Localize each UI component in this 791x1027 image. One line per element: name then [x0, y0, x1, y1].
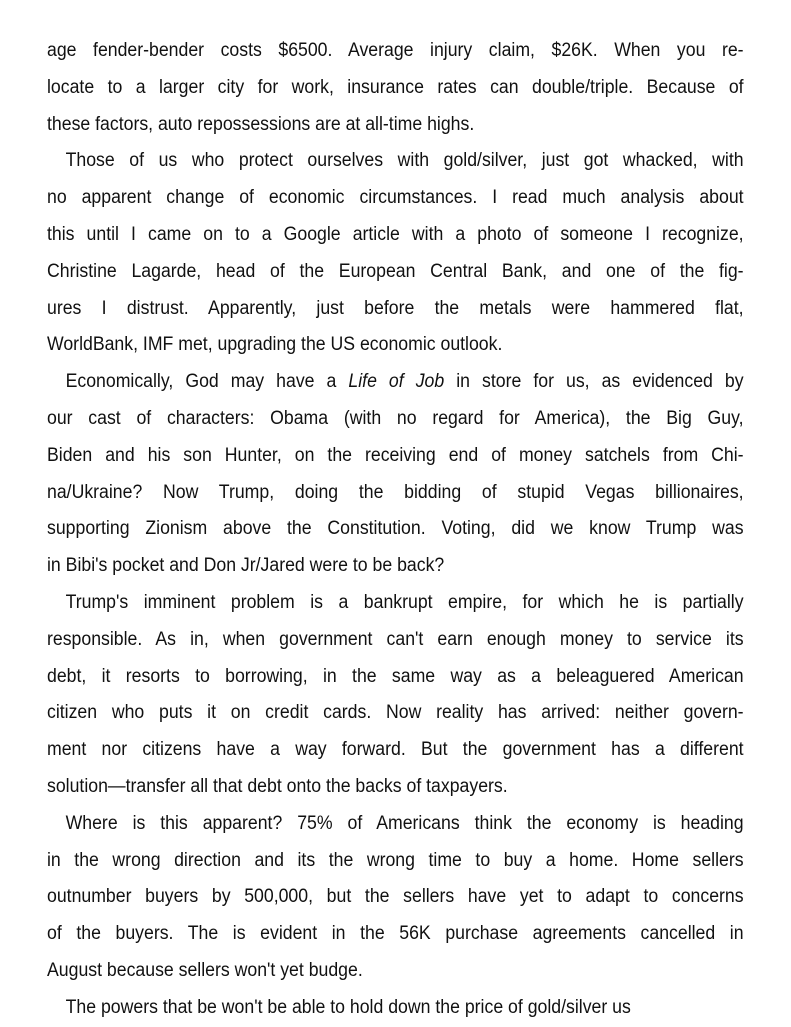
text-line: WorldBank, IMF met, upgrading the US economic outlook.	[47, 334, 503, 356]
text-line: this until I came on to a Google article with a photo of someone I recognize,	[47, 223, 744, 245]
paragraph	[47, 364, 744, 585]
paragraph	[47, 585, 744, 806]
text-line: debt, it resorts to borrowing, in the same way as a beleaguered American	[47, 665, 744, 687]
text-line: locate to a larger city for work, insurance rates can double/triple. Because of	[47, 76, 744, 98]
text-line	[47, 364, 744, 401]
paragraph	[47, 33, 744, 143]
text-line: Christine Lagarde, head of the European Central Bank, and one of the fig-	[47, 260, 744, 282]
text-line: age fender-bender costs $6500. Average injury claim, $26K. When you re-	[47, 40, 744, 61]
text-line: Those of us who protect ourselves with gold/silver, just got whacked, with	[65, 150, 744, 172]
text-line: August because sellers won't yet budge.	[47, 959, 363, 981]
text-line: na/Ukraine? Now Trump, doing the bidding of stupid Vegas billionaires,	[47, 481, 744, 503]
text-line: Where is this apparent? 75% of Americans think the economy is heading	[65, 812, 744, 834]
paragraph	[47, 806, 744, 990]
text-line: ures I distrust. Apparently, just before the metals were hammered flat,	[47, 297, 744, 319]
text-run: in store for us, as evidenced by	[444, 371, 744, 393]
text-line: outnumber buyers by 500,000, but the sellers have yet to adapt to concerns	[47, 886, 744, 908]
paragraph	[47, 143, 744, 364]
text-line: solution—transfer all that debt onto the backs of taxpayers.	[47, 775, 508, 797]
text-line: no apparent change of economic circumstances. I read much analysis about	[47, 187, 744, 209]
text-line: in the wrong direction and its the wrong time to buy a home. Home sellers	[47, 849, 744, 871]
text-line: Biden and his son Hunter, on the receiving end of money satchels from Chi-	[47, 444, 744, 466]
book-title: Life of Job	[348, 371, 445, 393]
text-line: our cast of characters: Obama (with no regard for America), the Big Guy,	[47, 407, 744, 429]
text-line: ment nor citizens have a way forward. But the government has a different	[47, 739, 744, 761]
text-line: citizen who puts it on credit cards. Now reality has arrived: neither govern-	[47, 702, 744, 724]
text-line: responsible. As in, when government can't earn enough money to service its	[47, 628, 744, 650]
paragraph	[47, 990, 744, 1027]
text-line: in Bibi's pocket and Don Jr/Jared were to be back?	[47, 555, 445, 577]
text-line: supporting Zionism above the Constitution. Voting, did we know Trump was	[47, 518, 744, 540]
text-line: Trump's imminent problem is a bankrupt empire, for which he is partially	[65, 591, 744, 613]
text-line: The powers that be won't be able to hold down the price of gold/silver us	[65, 996, 631, 1018]
document-page	[47, 33, 744, 1027]
text-run: Economically, God may have a	[65, 371, 349, 393]
text-line: these factors, auto repossessions are at all-time highs.	[47, 113, 475, 135]
text-line: of the buyers. The is evident in the 56K purchase agreements cancelled in	[47, 923, 744, 945]
